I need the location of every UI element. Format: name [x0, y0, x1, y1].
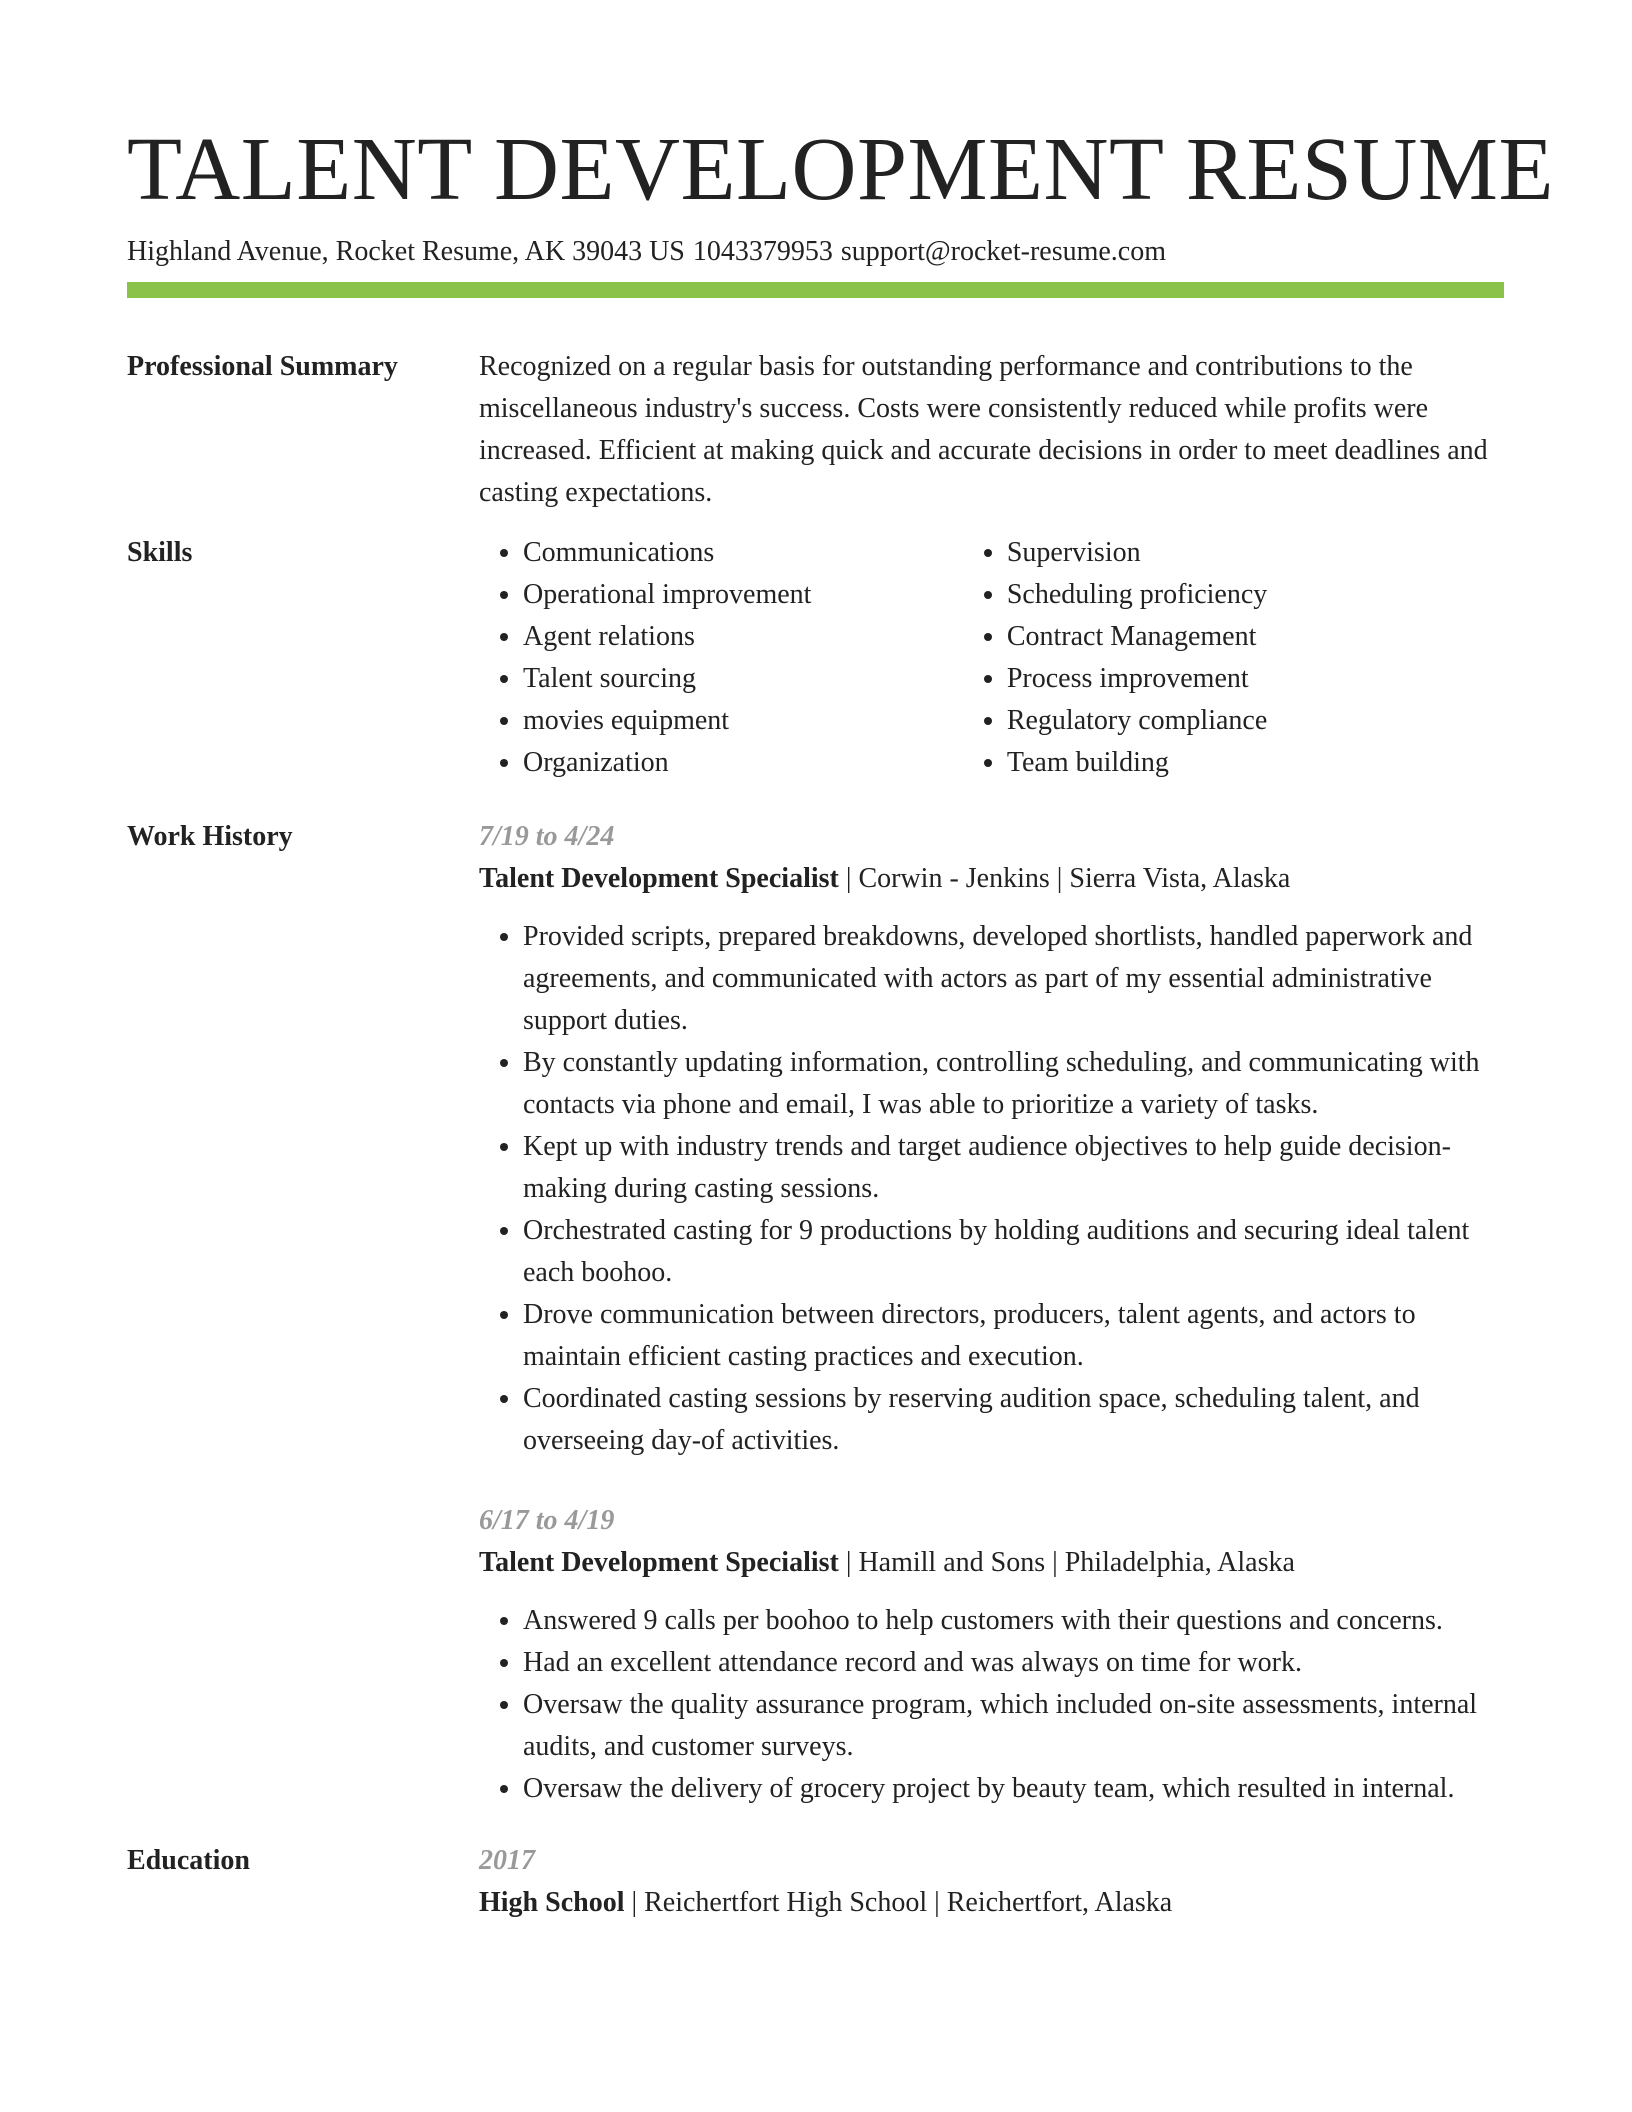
job-heading [479, 858, 1504, 900]
skill-item: • Regulatory compliance [1007, 700, 1504, 742]
job-details: | Hamill and Sons | Philadelphia, Alaska [838, 1547, 1295, 1578]
job-bullets [479, 1600, 1504, 1810]
contact-line [127, 232, 1504, 272]
job-bullet: • Coordinated casting sessions by reserving audition space, scheduling talent, and overseeing day-of activities. [523, 1378, 1504, 1462]
skill-item: • Talent sourcing [523, 658, 963, 700]
job-bullet: • Kept up with industry trends and target audience objectives to help guide decision-making during casting sessions. [523, 1126, 1504, 1210]
job-dates: 7/19 to 4/24 [479, 821, 615, 852]
summary-section [127, 346, 1504, 514]
summary-text: Recognized on a regular basis for outstanding performance and contributions to the miscellaneous industry's success. Costs were consistently reduced while profits were increased. Efficient at making quick and accurate decisions in order to meet deadlines and casting expectations. [479, 351, 1488, 508]
job-title: Talent Development Specialist [479, 1547, 839, 1578]
resume-page [127, 118, 1554, 1924]
education-degree: High School [479, 1887, 625, 1918]
skills-label: Skills [127, 537, 193, 568]
job-details: | Corwin - Jenkins | Sierra Vista, Alaska [838, 863, 1291, 894]
skill-item: • Team building [1007, 742, 1504, 784]
skill-item: • Supervision [1007, 532, 1504, 574]
job-dates: 6/17 to 4/19 [479, 1505, 615, 1536]
job-entry [479, 1500, 1504, 1810]
contact-email[interactable]: support@rocket-resume.com [840, 236, 1167, 267]
skill-item: • Operational improvement [523, 574, 963, 616]
job-bullet: • Drove communication between directors, producers, talent agents, and actors to maintain efficient casting practices and execution. [523, 1294, 1504, 1378]
skills-list-left [479, 532, 963, 784]
skill-item: • Scheduling proficiency [1007, 574, 1504, 616]
education-year: 2017 [479, 1845, 535, 1876]
job-bullet: • Provided scripts, prepared breakdowns, developed shortlists, handled paperwork and agreements, and communicated with actors as part of my essential administrative support duties. [523, 916, 1504, 1042]
education-section [127, 1840, 1504, 1924]
accent-divider [127, 282, 1504, 298]
skill-item: • Contract Management [1007, 616, 1504, 658]
job-bullet: • Oversaw the quality assurance program, which included on-site assessments, internal audits, and customer surveys. [523, 1684, 1504, 1768]
skill-item: • Agent relations [523, 616, 963, 658]
contact-address: Highland Avenue, Rocket Resume, AK 39043 US [127, 236, 685, 267]
education-content [479, 1840, 1504, 1924]
job-bullet: • Orchestrated casting for 9 productions by holding auditions and securing ideal talent each boohoo. [523, 1210, 1504, 1294]
education-label: Education [127, 1845, 250, 1876]
skills-section [127, 532, 1504, 784]
job-heading [479, 1542, 1504, 1584]
summary-label: Professional Summary [127, 351, 398, 382]
skills-columns [479, 532, 1504, 784]
education-heading [479, 1882, 1504, 1924]
contact-phone: 1043379953 [692, 236, 833, 267]
skills-list-right [963, 532, 1504, 784]
skill-item: • Organization [523, 742, 963, 784]
job-bullet: • Oversaw the delivery of grocery project by beauty team, which resulted in internal. [523, 1768, 1504, 1810]
skill-item: • Process improvement [1007, 658, 1504, 700]
job-bullet: • Had an excellent attendance record and was always on time for work. [523, 1642, 1504, 1684]
job-entry [479, 816, 1504, 1462]
job-bullets [479, 916, 1504, 1462]
job-bullet: • By constantly updating information, controlling scheduling, and communicating with contacts via phone and email, I was able to prioritize a variety of tasks. [523, 1042, 1504, 1126]
skill-item: • Communications [523, 532, 963, 574]
work-history-content [479, 816, 1504, 1810]
work-history-section [127, 816, 1504, 1810]
job-bullet: • Answered 9 calls per boohoo to help customers with their questions and concerns. [523, 1600, 1504, 1642]
job-title: Talent Development Specialist [479, 863, 839, 894]
work-history-label: Work History [127, 821, 293, 852]
skill-item: • movies equipment [523, 700, 963, 742]
resume-title: TALENT DEVELOPMENT RESUME [127, 120, 1554, 219]
education-details: | Reichertfort High School | Reichertfort, Alaska [624, 1887, 1173, 1918]
